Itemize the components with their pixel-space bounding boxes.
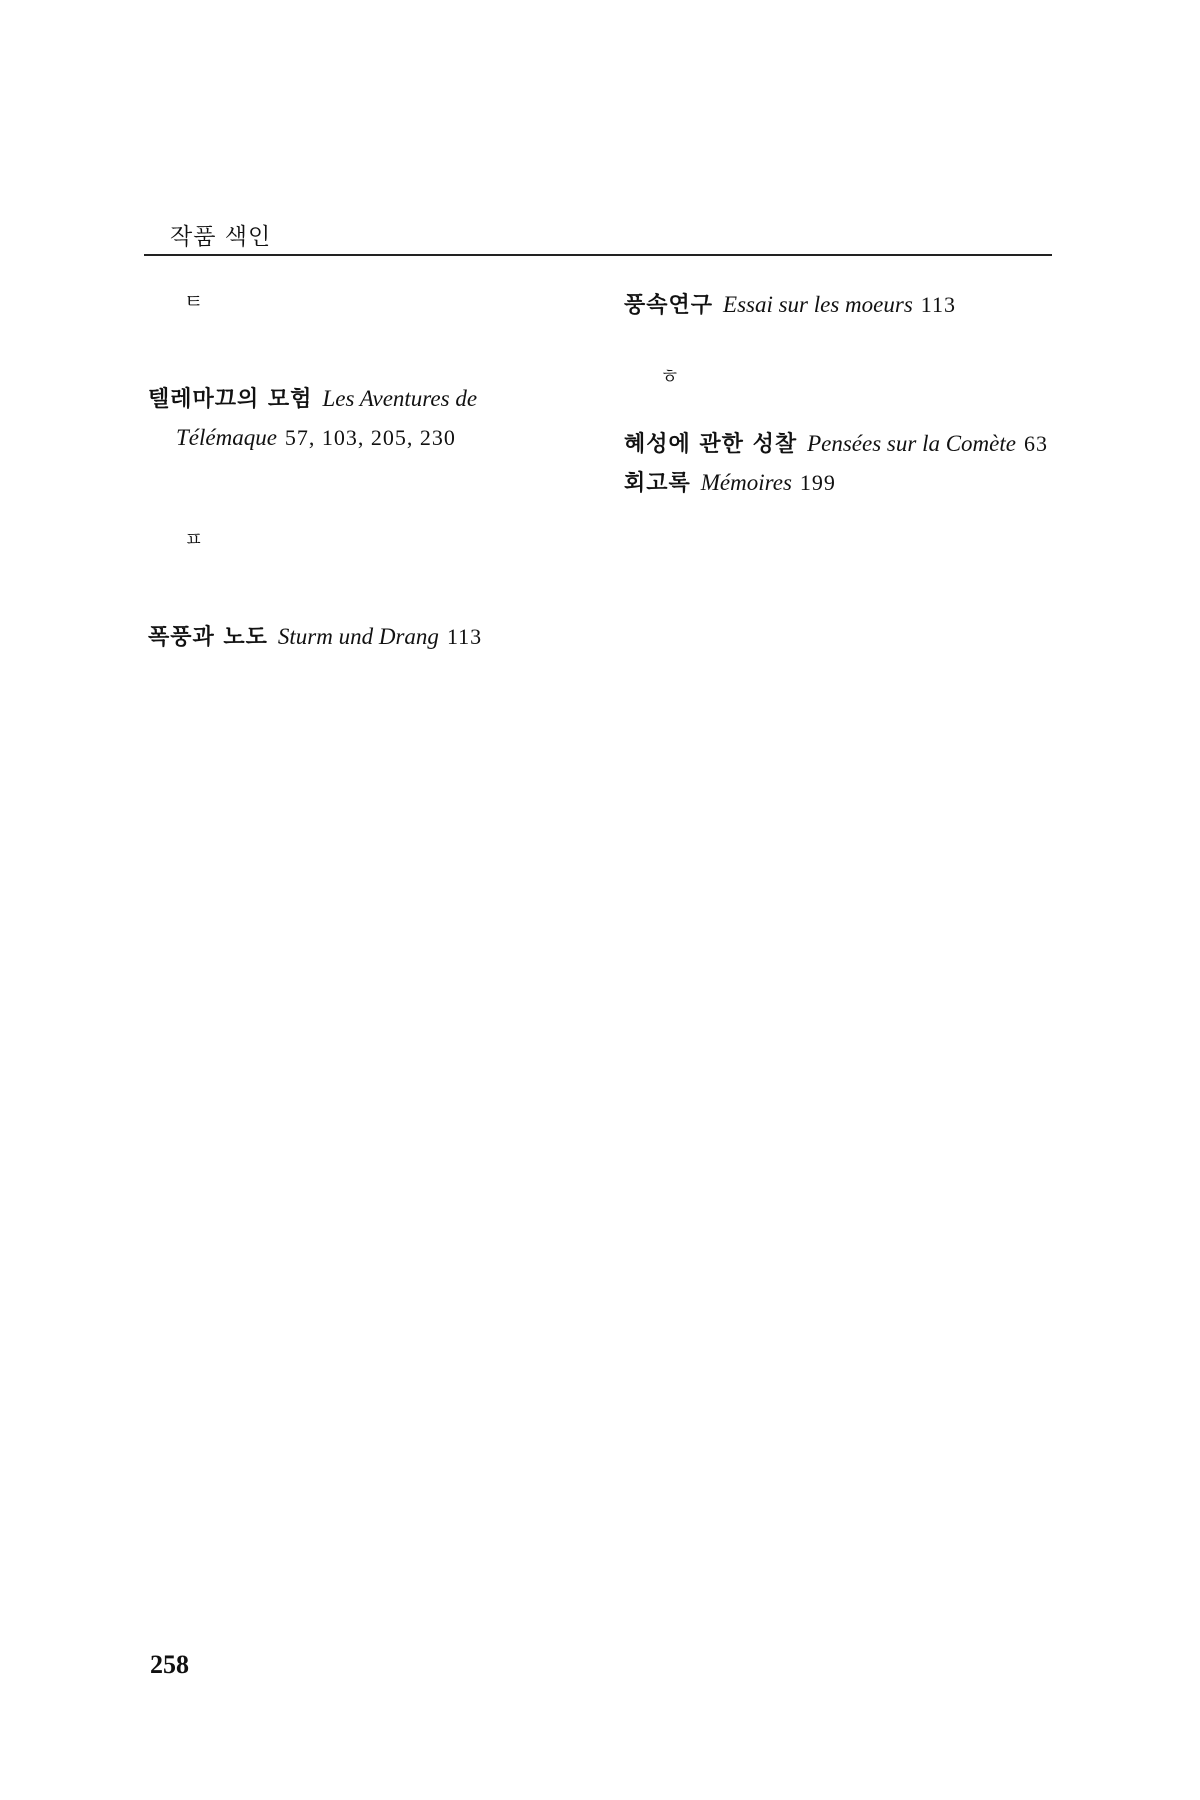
index-entry — [148, 380, 578, 458]
index-entry — [624, 464, 1054, 503]
index-entry — [624, 286, 1054, 325]
entry-korean-title: 텔레마끄의 모험 — [148, 387, 313, 412]
section-letter: ㅎ — [660, 364, 680, 388]
header-rule — [144, 254, 1052, 256]
index-entry — [148, 618, 578, 657]
section-letter: ㅌ — [184, 289, 204, 313]
entry-korean-title: 폭풍과 노도 — [148, 625, 268, 650]
entry-pages: 63 — [1023, 431, 1048, 456]
page-number: 258 — [150, 1650, 189, 1679]
entry-korean-title: 혜성에 관한 성찰 — [624, 432, 798, 457]
right-column — [624, 286, 1054, 503]
entry-original-title: Pensées sur la Comète — [807, 431, 1016, 456]
entry-original-title: Mémoires — [700, 470, 792, 495]
left-column — [148, 286, 578, 657]
running-header — [144, 218, 1052, 254]
entry-korean-title: 회고록 — [624, 471, 691, 496]
entry-original-title: Essai sur les moeurs — [723, 292, 913, 317]
entry-pages: 113 — [446, 624, 483, 649]
entry-original-title: Les Aventures de Télémaque — [176, 386, 478, 450]
section-letter: ㅍ — [184, 527, 204, 551]
entry-pages: 57, 103, 205, 230 — [284, 425, 456, 450]
header-title: 작품 색인 — [170, 224, 272, 250]
entry-pages: 199 — [799, 470, 836, 495]
entry-pages: 113 — [920, 292, 956, 317]
entry-korean-title: 풍속연구 — [624, 293, 714, 318]
index-entry — [624, 425, 1054, 464]
entry-original-title: Sturm und Drang — [277, 624, 439, 649]
